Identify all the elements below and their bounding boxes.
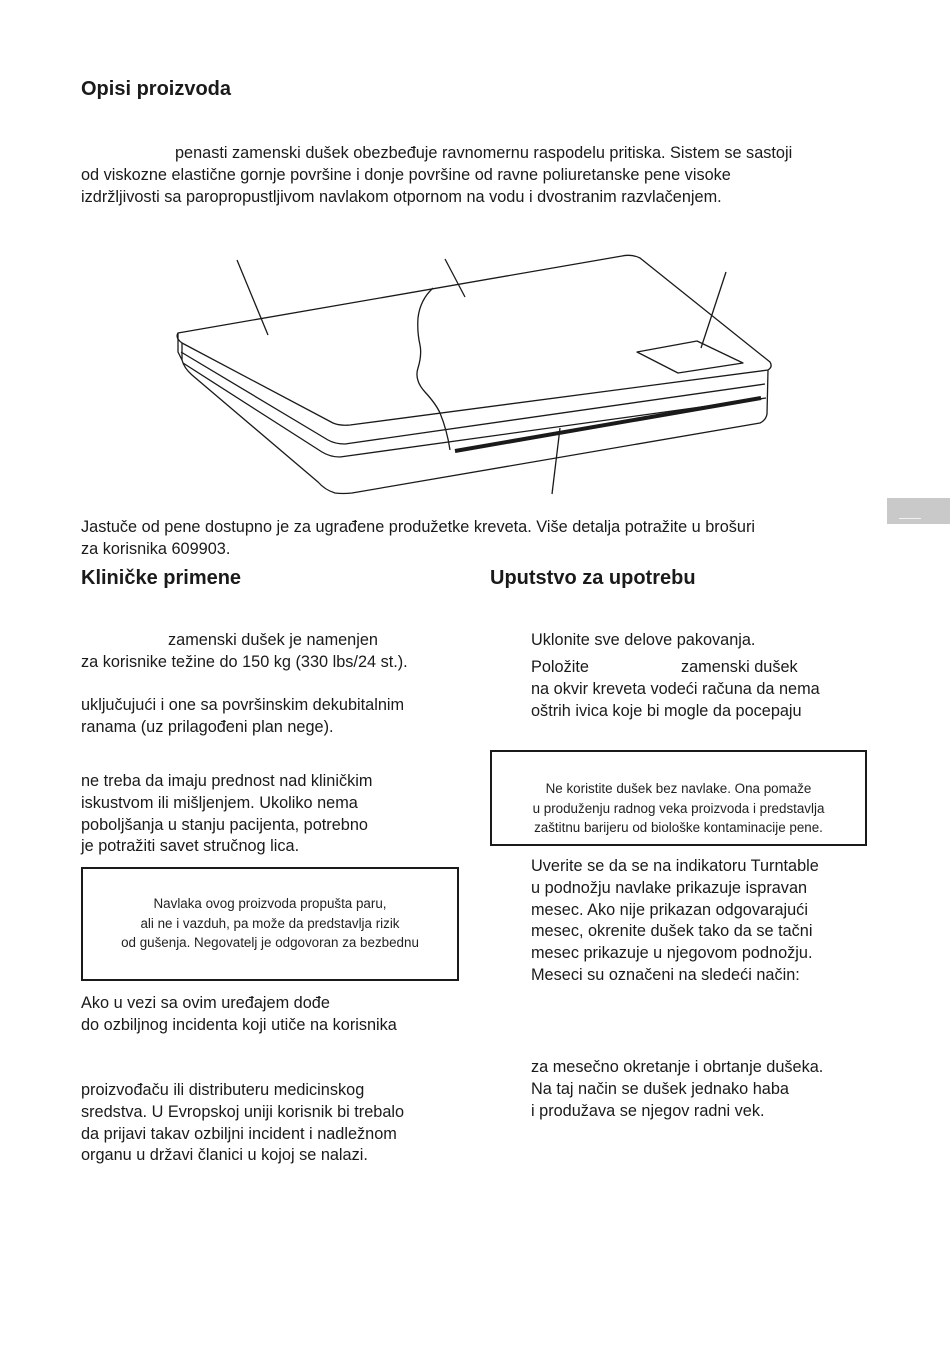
clinical-line: je potražiti savet stručnog lica. xyxy=(81,837,300,856)
mattress-top-surface xyxy=(177,255,771,425)
description-line: penasti zamenski dušek obezbeđuje ravnomernu raspodelu pritiska. Sistem se sastoji xyxy=(175,144,793,162)
incident-line: do ozbiljnog incidenta koji utiče na korisnika xyxy=(81,1015,397,1034)
chapter-tab-mark xyxy=(899,518,921,519)
clinical-line: ne treba da imaju prednost nad kliničkim xyxy=(81,772,373,790)
warning-line: ali ne i vazduh, pa može da predstavlja rizik xyxy=(140,915,400,931)
instruction-line: oštrih ivica koje bi mogle da pocepaju xyxy=(531,701,802,720)
mattress-seam-lower xyxy=(183,363,766,457)
clinical-line: za korisnike težine do 150 kg (330 lbs/24 st.). xyxy=(81,652,408,671)
warning-line: od gušenja. Negovatelj je odgovoran za bezbednu xyxy=(121,935,419,951)
description-line: od viskozne elastične gornje površine i donje površine od ravne poliuretanske pene visoke xyxy=(81,165,731,184)
incident-line: organu u državi članici u kojoj se nalazi. xyxy=(81,1146,368,1165)
instruction-word: Položite xyxy=(531,658,589,676)
warning-box xyxy=(81,867,459,981)
instruction-word: zamenski dušek xyxy=(680,658,798,676)
clinical-para-3 xyxy=(81,771,372,858)
leader-line xyxy=(552,428,560,494)
incident-line: da prijavi takav ozbiljni incident i nadležnom xyxy=(81,1124,397,1143)
clinical-para-1 xyxy=(81,630,408,674)
clinical-line: iskustvom ili mišljenjem. Ukoliko nema xyxy=(81,793,358,812)
instruction-line: za mesečno okretanje i obrtanje dušeka. xyxy=(531,1058,824,1076)
description-line: izdržljivosti sa paropropustljivom navlakom otpornom na vodu i dvostranim razvlačenjem. xyxy=(81,187,722,206)
notice-line: u produženju radnog veka proizvoda i predstavlja xyxy=(532,800,825,816)
instruction-step-2 xyxy=(531,657,820,722)
description-paragraph xyxy=(81,143,792,208)
section-title-product-description: Opisi proizvoda xyxy=(81,78,232,100)
instruction-step-1: Uklonite sve delove pakovanja. xyxy=(531,631,756,649)
instruction-line: mesec. Ako nije prikazan odgovarajući xyxy=(531,900,808,919)
notice-box xyxy=(490,750,867,846)
instruction-step-4 xyxy=(531,1057,823,1122)
clinical-line: zamenski dušek je namenjen xyxy=(168,631,378,649)
incident-line: proizvođaču ili distributeru medicinskog xyxy=(81,1081,365,1099)
clinical-line: poboljšanja u stanju pacijenta, potrebno xyxy=(81,815,368,834)
instruction-line: na okvir kreveta vodeći računa da nema xyxy=(531,679,820,698)
instruction-line: Uverite se da se na indikatoru Turntable xyxy=(531,857,819,875)
pillow-note-line: Jastuče od pene dostupno je za ugrađene produžetke kreveta. Više detalja potražite u brošuri xyxy=(81,518,756,536)
clinical-para-2 xyxy=(81,695,404,739)
clinical-line: ranama (uz prilagođeni plan nege). xyxy=(81,717,334,736)
warning-line: Navlaka ovog proizvoda propušta paru, xyxy=(153,896,387,911)
incident-para-2 xyxy=(81,1080,404,1167)
section-title-clinical-applications: Kliničke primene xyxy=(81,567,242,589)
chapter-tab xyxy=(887,498,950,524)
instruction-line: mesec, okrenite dušek tako da se tačni xyxy=(531,922,813,941)
leader-line xyxy=(237,260,268,335)
pillow-note-line: za korisnika 609903. xyxy=(81,539,231,558)
instruction-line: i produžava se njegov radni vek. xyxy=(531,1101,765,1120)
section-title-instructions: Uputstvo za upotrebu xyxy=(490,567,696,589)
notice-line: zaštitnu barijeru od biološke kontaminacije pene. xyxy=(534,820,823,836)
instruction-line: u podnožju navlake prikazuje ispravan xyxy=(531,878,808,897)
incident-line: Ako u vezi sa ovim uređajem dođe xyxy=(81,994,330,1012)
pillow-note xyxy=(81,517,755,561)
clinical-line: uključujući i one sa površinskim dekubitalnim xyxy=(81,696,405,714)
mattress-seam-upper xyxy=(181,352,765,444)
mattress-illustration xyxy=(170,250,780,500)
notice-line: Ne koristite dušek bez navlake. Ona pomaže xyxy=(545,781,812,796)
turntable-indicator-label xyxy=(637,341,743,373)
instruction-step-3 xyxy=(531,856,819,987)
instruction-line xyxy=(531,657,820,679)
incident-line: sredstva. U Evropskoj uniji korisnik bi trebalo xyxy=(81,1102,405,1121)
instruction-line: mesec prikazuje u njegovom podnožju. xyxy=(531,944,813,963)
leader-line xyxy=(445,259,465,297)
incident-para-1 xyxy=(81,993,397,1037)
instruction-line: Na taj način se dušek jednako haba xyxy=(531,1079,789,1098)
instruction-line: Meseci su označeni na sledeći način: xyxy=(531,965,800,984)
cover-cutaway-edge xyxy=(417,288,450,450)
